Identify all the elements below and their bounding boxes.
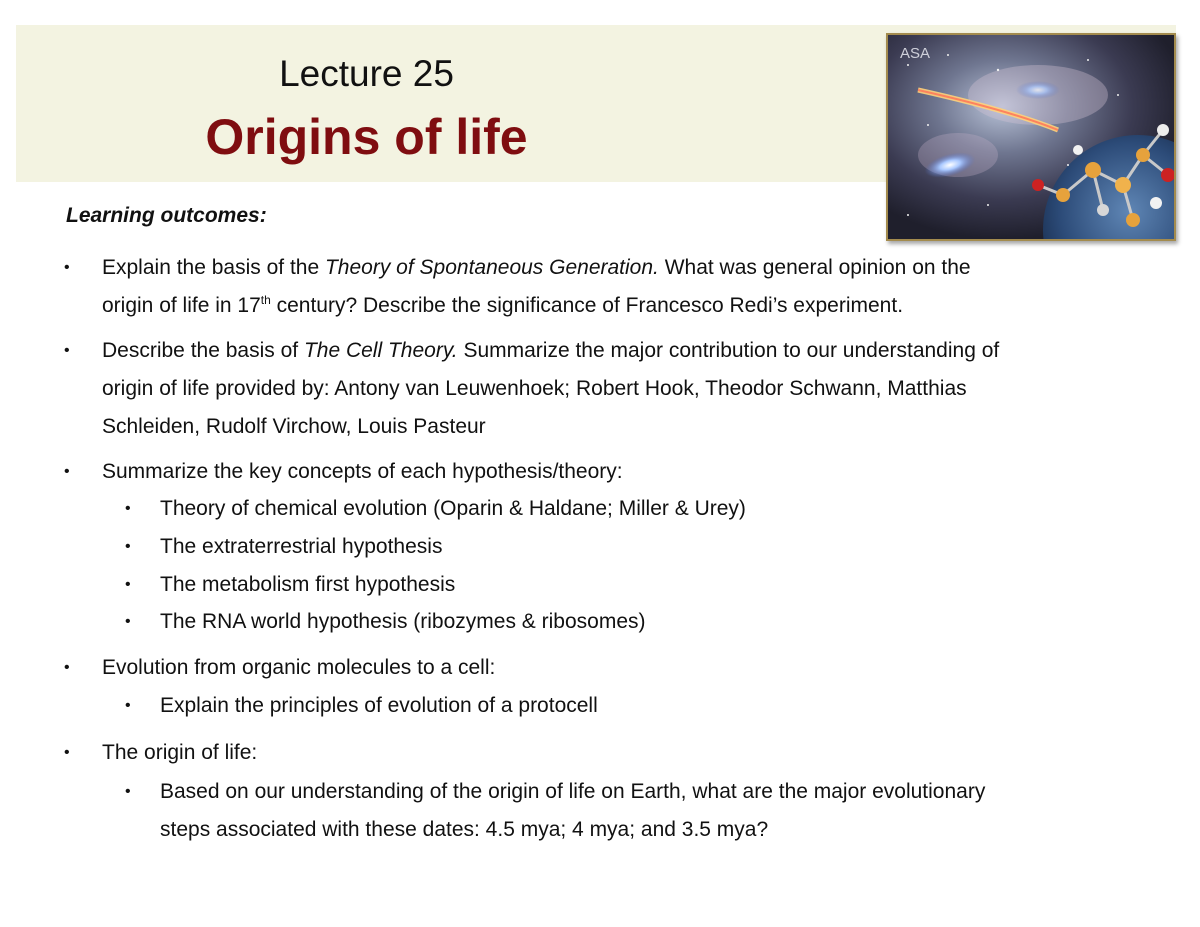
bullet-icon: • <box>125 500 131 517</box>
outcome-item-5: • The origin of life: <box>102 734 1142 772</box>
bullet-icon: • <box>125 697 131 714</box>
bullet-icon: • <box>64 259 70 276</box>
outcome-subitem: • The extraterrestrial hypothesis <box>160 528 1140 566</box>
outcome-item-2: • Describe the basis of The Cell Theory. Summarize the major contribution to our understanding of origin of life provided by: Antony van Leuwenhoek; Robert Hook, Theodor Schwann, Matthias Schleiden, Rudolf Virchow, Louis Pasteur <box>102 332 1142 446</box>
outcome-subitem: • Theory of chemical evolution (Oparin & Haldane; Miller & Urey) <box>160 490 1140 528</box>
bullet-icon: • <box>125 538 131 555</box>
lecture-title: Origins of life <box>205 109 528 165</box>
cosmos-molecule-image <box>886 33 1176 241</box>
learning-outcomes-heading: Learning outcomes: <box>66 204 267 227</box>
outcome-subitem: • The metabolism first hypothesis <box>160 566 1140 604</box>
lecture-number: Lecture 25 <box>279 53 454 94</box>
outcome-item-1: • Explain the basis of the Theory of Spontaneous Generation. What was general opinion on the origin of life in 17th century? Describe the significance of Francesco Redi’s experiment. <box>102 249 1142 325</box>
outcome-subitem: • The RNA world hypothesis (ribozymes & ribosomes) <box>160 603 1140 641</box>
outcome-item-3: • Summarize the key concepts of each hypothesis/theory: <box>102 453 1142 491</box>
image-tag: ASA <box>900 45 931 62</box>
bullet-icon: • <box>125 613 131 630</box>
cosmos-illustration <box>888 35 1174 239</box>
bullet-icon: • <box>64 659 70 676</box>
bullet-icon: • <box>125 576 131 593</box>
bullet-icon: • <box>64 744 70 761</box>
bullet-icon: • <box>125 783 131 800</box>
outcome-item-4: • Evolution from organic molecules to a cell: <box>102 649 1142 687</box>
outcome-subitem: • Based on our understanding of the origin of life on Earth, what are the major evolutionary steps associated with these dates: 4.5 mya; 4 mya; and 3.5 mya? <box>160 773 1140 849</box>
bullet-icon: • <box>64 463 70 480</box>
outcome-subitem: • Explain the principles of evolution of a protocell <box>160 687 1140 725</box>
bullet-icon: • <box>64 342 70 359</box>
